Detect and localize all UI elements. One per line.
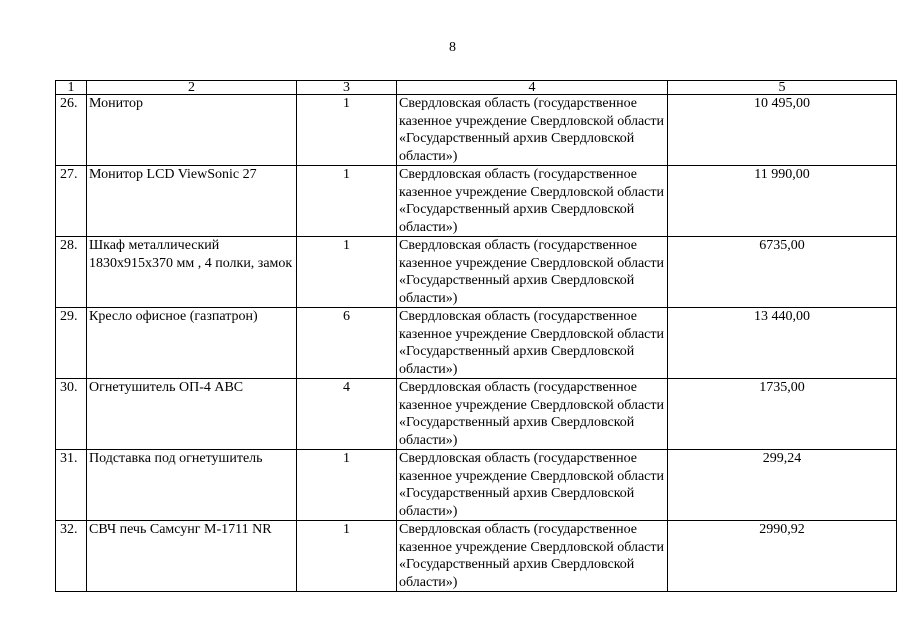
table-row xyxy=(56,237,897,308)
column-header: 3 xyxy=(297,81,397,95)
table-row xyxy=(56,379,897,450)
column-header: 2 xyxy=(87,81,297,95)
row-number-cell: 31. xyxy=(56,450,87,521)
item-name-cell: Огнетушитель ОП-4 АВС xyxy=(87,379,297,450)
amount-cell: 11 990,00 xyxy=(668,166,897,237)
property-table xyxy=(55,80,897,592)
quantity-cell: 1 xyxy=(297,237,397,308)
amount-cell: 299,24 xyxy=(668,450,897,521)
amount-cell: 10 495,00 xyxy=(668,95,897,166)
quantity-cell: 1 xyxy=(297,166,397,237)
item-name-cell: Подставка под огнетушитель xyxy=(87,450,297,521)
quantity-cell: 1 xyxy=(297,95,397,166)
quantity-cell: 1 xyxy=(297,450,397,521)
item-name-cell: Шкаф металлический 1830х915х370 мм , 4 полки, замок xyxy=(87,237,297,308)
row-number-cell: 27. xyxy=(56,166,87,237)
column-header: 1 xyxy=(56,81,87,95)
owner-cell: Свердловская область (государственное казенное учреждение Свердловской области «Государственный архив Свердловской области») xyxy=(397,166,668,237)
table-row xyxy=(56,450,897,521)
owner-cell: Свердловская область (государственное казенное учреждение Свердловской области «Государственный архив Свердловской области») xyxy=(397,95,668,166)
row-number-cell: 26. xyxy=(56,95,87,166)
amount-cell: 2990,92 xyxy=(668,521,897,592)
quantity-cell: 1 xyxy=(297,521,397,592)
row-number-cell: 28. xyxy=(56,237,87,308)
table-row xyxy=(56,95,897,166)
amount-cell: 13 440,00 xyxy=(668,308,897,379)
column-header: 4 xyxy=(397,81,668,95)
item-name-cell: Кресло офисное (газпатрон) xyxy=(87,308,297,379)
amount-cell: 6735,00 xyxy=(668,237,897,308)
quantity-cell: 6 xyxy=(297,308,397,379)
amount-cell: 1735,00 xyxy=(668,379,897,450)
table-header-row xyxy=(56,81,897,95)
row-number-cell: 29. xyxy=(56,308,87,379)
row-number-cell: 30. xyxy=(56,379,87,450)
table-row xyxy=(56,166,897,237)
page-number: 8 xyxy=(449,40,456,55)
owner-cell: Свердловская область (государственное казенное учреждение Свердловской области «Государственный архив Свердловской области») xyxy=(397,379,668,450)
item-name-cell: Монитор xyxy=(87,95,297,166)
quantity-cell: 4 xyxy=(297,379,397,450)
column-header: 5 xyxy=(668,81,897,95)
owner-cell: Свердловская область (государственное казенное учреждение Свердловской области «Государственный архив Свердловской области») xyxy=(397,450,668,521)
item-name-cell: Монитор LCD ViewSonic 27 xyxy=(87,166,297,237)
table-row xyxy=(56,521,897,592)
item-name-cell: СВЧ печь Самсунг М-1711 NR xyxy=(87,521,297,592)
table-row xyxy=(56,308,897,379)
owner-cell: Свердловская область (государственное казенное учреждение Свердловской области «Государственный архив Свердловской области») xyxy=(397,237,668,308)
row-number-cell: 32. xyxy=(56,521,87,592)
owner-cell: Свердловская область (государственное казенное учреждение Свердловской области «Государственный архив Свердловской области») xyxy=(397,521,668,592)
owner-cell: Свердловская область (государственное казенное учреждение Свердловской области «Государственный архив Свердловской области») xyxy=(397,308,668,379)
